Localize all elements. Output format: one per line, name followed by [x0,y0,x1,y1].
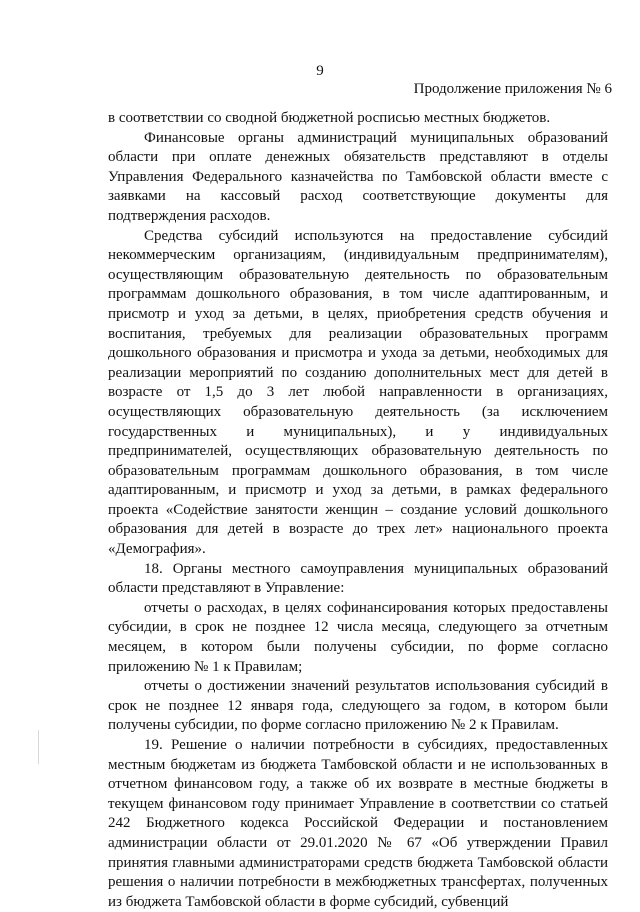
scan-margin-mark [38,730,39,764]
paragraph-financial-bodies: Финансовые органы администраций муниципальных образований области при оплате денежных обязательств представляют в отделы Управления Федерального казначейства по Тамбовской области вместе с заявками на кассовый расход соответствующие документы для подтверждения расходов. [108,129,608,224]
paragraph-item-18: 18. Органы местного самоуправления муниципальных образований области представляют в Управление: [108,560,608,597]
header-note: Продолжение приложения № 6 [413,81,612,97]
paragraph-budget-schedule: в соответствии со сводной бюджетной росписью местных бюджетов. [108,110,551,126]
paragraph-item-19: 19. Решение о наличии потребности в субсидиях, предоставленных местным бюджетам из бюджета Тамбовской области и не использованных в отчетном финансовом году, а также об их возврате в местные бюджеты в текущем финансовом году принимает Управление в соответствии со статьей 242 Бюджетного кодекса Российской Федерации и постановлением администрации области от 29.01.2020 № 67 «Об утверждении Правил принятия главными администраторами средств бюджета Тамбовской области решения о наличии потребности в межбюджетных трансфертах, полученных из бюджета Тамбовской области в форме субсидий, субвенций [108,737,608,910]
paragraph-subsidy-usage: Средства субсидий используются на предоставление субсидий некоммерческим организациям, (индивидуальным предпринимателям), осуществляющим образовательную деятельность по образовательным программам дошкольного образования, в том числе адаптированным, и присмотр и уход за детьми, в целях, приобретения средств обучения и воспитания, требуемых для реализации образовательных программ дошкольного образования и присмотра и ухода за детьми, необходимых для реализации мероприятий по созданию дополнительных мест для детей в возрасте от 1,5 до 3 лет любой направленности в организациях, осуществляющих образовательную деятельность (за исключением государственных и муниципальных), и у индивидуальных предпринимателей, осуществляющих образовательную деятельность по образовательным программам дошкольного образования, в том числе адаптированным, и присмотр и уход за детьми, в рамках федерального проекта «Содействие занятости женщин – создание условий дошкольного образования для детей в возрасте до трех лет» национального проекта «Демография». [108,227,608,558]
paragraph-result-reports: отчеты о достижении значений результатов использования субсидий в срок не позднее 12 января года, следующего за годом, в котором были получены субсидии, по форме согласно приложению № 2 к Правилам. [108,678,608,734]
page-number: 9 [316,63,324,79]
document-body [108,109,608,912]
paragraph-expense-reports: отчеты о расходах, в целях софинансирования которых предоставлены субсидии, в срок не позднее 12 числа месяца, следующего за отчетным месяцем, в котором были получены субсидии, по форме согласно приложению № 1 к Правилам; [108,599,608,675]
